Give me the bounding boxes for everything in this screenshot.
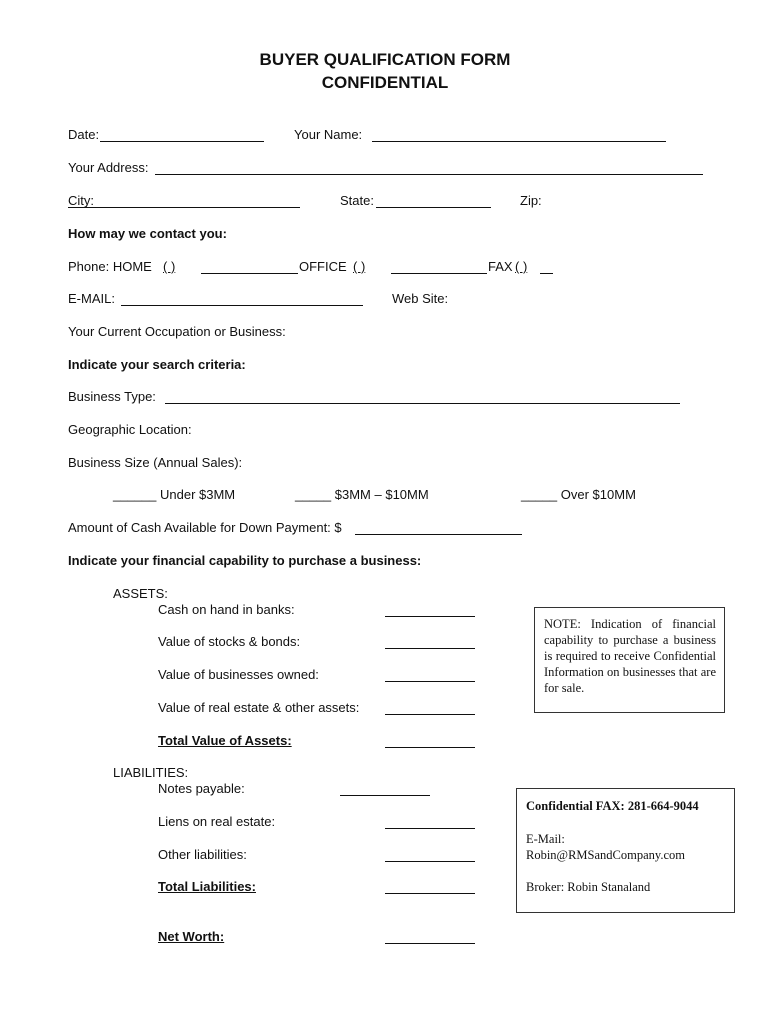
notes-payable-label: Notes payable:: [158, 781, 245, 796]
geographic-location-label: Geographic Location:: [68, 422, 192, 437]
office-phone-field[interactable]: [391, 273, 487, 274]
notes-payable-field[interactable]: [340, 795, 430, 796]
stocks-bonds-label: Value of stocks & bonds:: [158, 634, 301, 649]
liens-field[interactable]: [385, 828, 475, 829]
total-liabilities-label: Total Liabilities:: [158, 879, 256, 894]
address-label: Your Address:: [68, 160, 149, 175]
your-name-label: Your Name:: [294, 127, 363, 142]
zip-label: Zip:: [520, 193, 542, 208]
date-label: Date:: [68, 127, 100, 142]
stocks-bonds-field[interactable]: [385, 648, 475, 649]
confidential-fax: Confidential FAX: 281-664-9044: [526, 799, 699, 813]
state-field[interactable]: [376, 207, 491, 208]
website-label: Web Site:: [392, 291, 449, 306]
fax-area-code: ( ): [515, 259, 528, 274]
business-type-field[interactable]: [165, 403, 680, 404]
financial-heading: Indicate your financial capability to purchase a business:: [68, 553, 422, 568]
city-field[interactable]: [68, 207, 300, 208]
size-option-over-10mm[interactable]: _____ Over $10MM: [521, 487, 636, 502]
cash-in-banks-label: Cash on hand in banks:: [158, 602, 295, 617]
note-box: [534, 607, 725, 713]
size-option-under-3mm[interactable]: ______ Under $3MM: [113, 487, 236, 502]
cash-in-banks-field[interactable]: [385, 616, 475, 617]
office-label: OFFICE: [299, 259, 347, 274]
assets-label: ASSETS:: [113, 586, 168, 601]
cash-down-payment-field[interactable]: [355, 534, 522, 535]
state-label: State:: [340, 193, 374, 208]
email-label: E-MAIL:: [68, 291, 115, 306]
contact-box: [516, 788, 735, 913]
contact-heading: How may we contact you:: [68, 226, 227, 241]
home-area-code: ( ): [163, 259, 176, 274]
email-field[interactable]: [121, 305, 363, 306]
city-label: City:: [68, 193, 94, 208]
form-title: BUYER QUALIFICATION FORM: [259, 50, 511, 69]
contact-email: Robin@RMSandCompany.com: [526, 848, 685, 862]
search-heading: Indicate your search criteria:: [68, 357, 246, 372]
other-liabilities-field[interactable]: [385, 861, 475, 862]
total-assets-label: Total Value of Assets:: [158, 733, 292, 748]
total-assets-field[interactable]: [385, 747, 475, 748]
net-worth-label: Net Worth:: [158, 929, 225, 944]
total-liabilities-field[interactable]: [385, 893, 475, 894]
liabilities-label: LIABILITIES:: [113, 765, 189, 780]
note-text: NOTE: Indication of financial capability to purchase a business is required to receive Confidential Information on businesses that are for sale.: [544, 617, 716, 695]
real-estate-field[interactable]: [385, 714, 475, 715]
office-area-code: ( ): [353, 259, 366, 274]
occupation-label: Your Current Occupation or Business:: [68, 324, 286, 339]
business-type-label: Business Type:: [68, 389, 156, 404]
cash-down-payment-label: Amount of Cash Available for Down Payment: $: [68, 520, 342, 535]
fax-field[interactable]: [540, 273, 553, 274]
size-option-3-10mm[interactable]: _____ $3MM – $10MM: [295, 487, 429, 502]
form-subtitle: CONFIDENTIAL: [321, 73, 449, 92]
your-name-field[interactable]: [372, 141, 666, 142]
net-worth-field[interactable]: [385, 943, 475, 944]
date-field[interactable]: [100, 141, 264, 142]
business-size-label: Business Size (Annual Sales):: [68, 455, 243, 470]
phone-label: Phone: HOME: [68, 259, 152, 274]
contact-email-label: E-Mail:: [526, 832, 565, 846]
businesses-owned-label: Value of businesses owned:: [158, 667, 319, 682]
real-estate-label: Value of real estate & other assets:: [158, 700, 360, 715]
businesses-owned-field[interactable]: [385, 681, 475, 682]
other-liabilities-label: Other liabilities:: [158, 847, 247, 862]
broker-name: Broker: Robin Stanaland: [526, 880, 651, 894]
home-phone-field[interactable]: [201, 273, 298, 274]
liens-label: Liens on real estate:: [158, 814, 276, 829]
address-field[interactable]: [155, 174, 703, 175]
fax-label: FAX: [488, 259, 513, 274]
